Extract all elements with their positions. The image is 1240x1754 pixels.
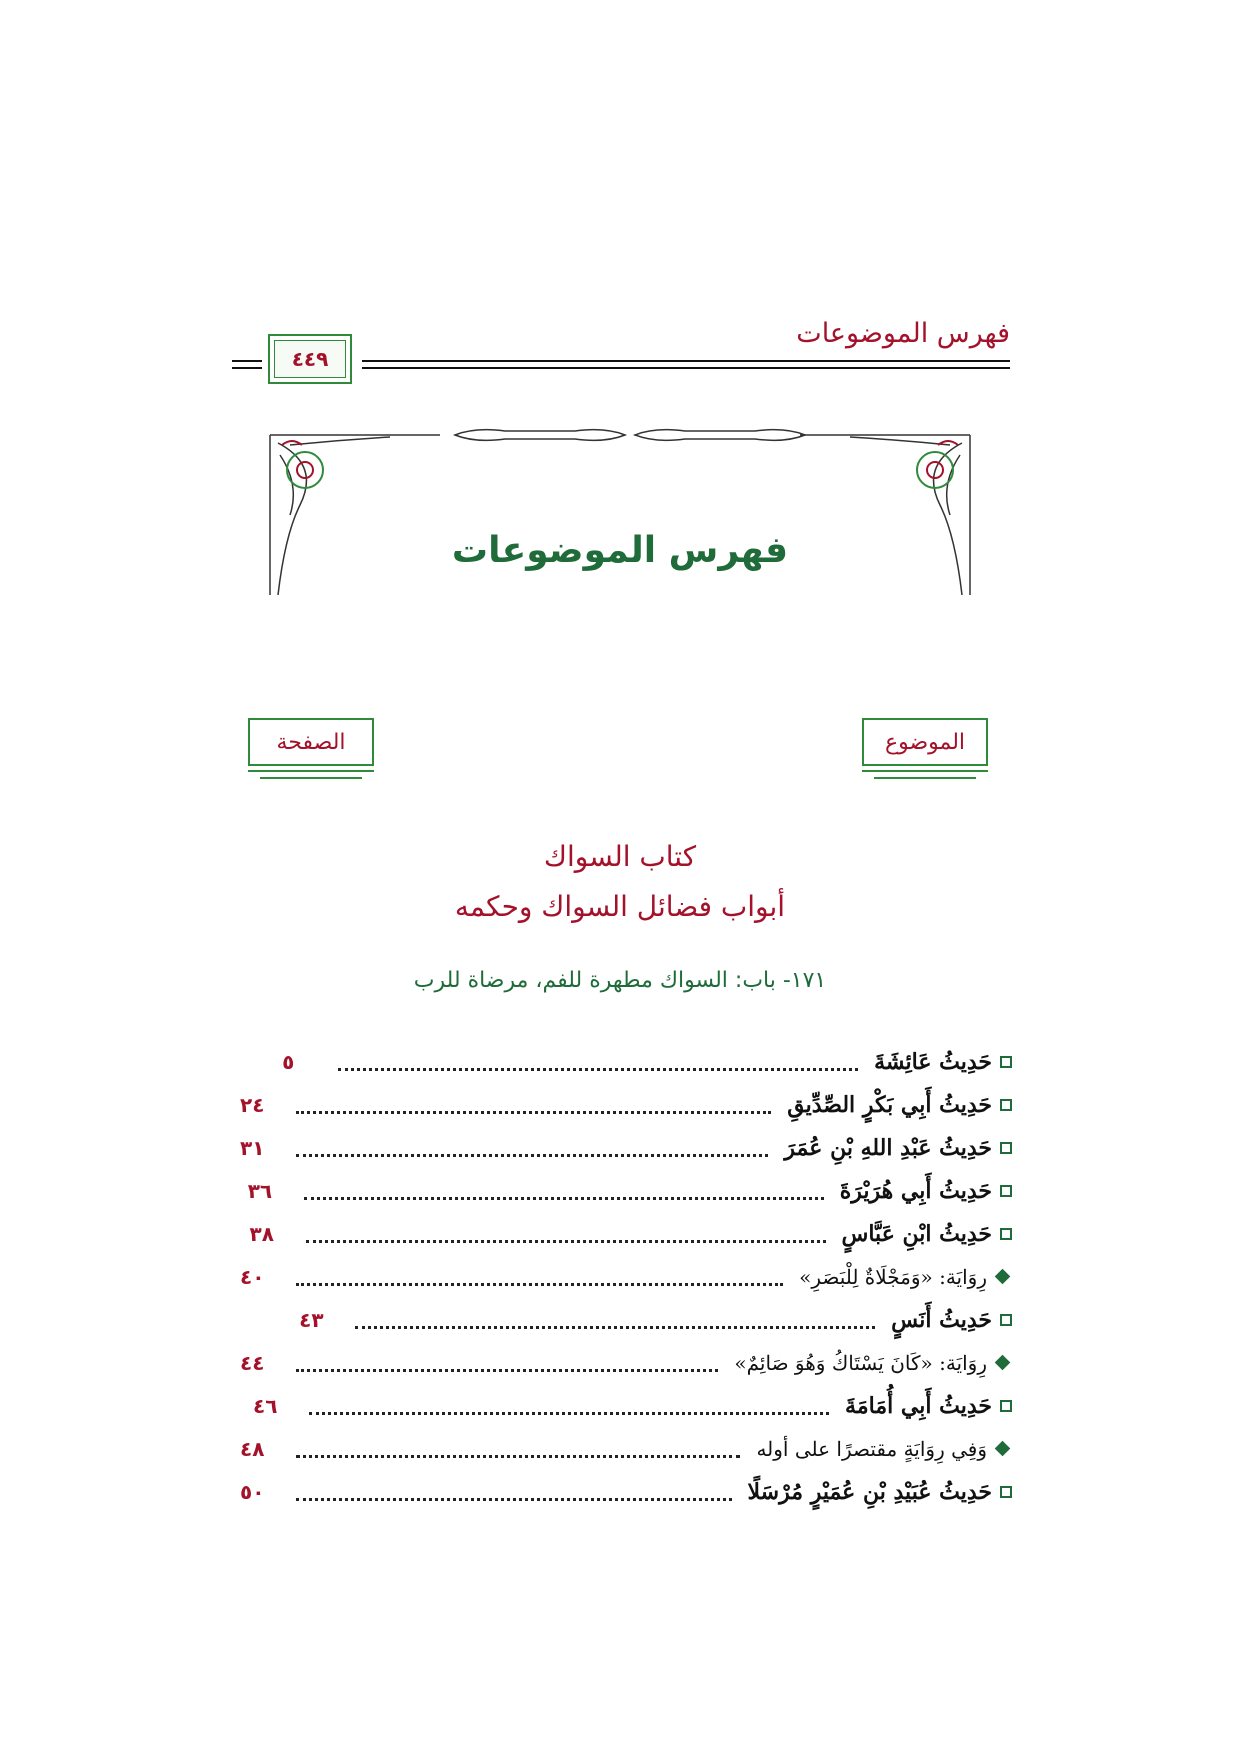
toc-entry-text: حَدِيثُ عُبَيْدِ بْنِ عُمَيْرٍ مُرْسَلًا: [747, 1478, 992, 1505]
toc-entry-text: حَدِيثُ أَبِي هُرَيْرَةَ: [839, 1177, 992, 1204]
header-rule-right-bottom: [362, 367, 1010, 369]
dot-leader: [338, 1068, 858, 1071]
toc-entry[interactable]: [240, 1083, 1012, 1126]
toc-entry-text: حَدِيثُ ابْنِ عَبَّاسٍ: [841, 1220, 992, 1247]
ornament-frame: [0, 425, 1240, 605]
page-number-box: [268, 334, 352, 384]
toc-entry-text: وَفِي رِوَايَةٍ مقتصرًا على أوله: [756, 1436, 987, 1461]
subject-column-label: الموضوع: [862, 718, 988, 766]
toc-entry-page: ٤٨: [240, 1436, 265, 1461]
toc-subentry[interactable]: [240, 1427, 1012, 1470]
corner-ornament-left-icon: [270, 435, 440, 595]
running-header-title: فهرس الموضوعات: [796, 318, 1010, 349]
page-column-label: الصفحة: [248, 718, 374, 766]
toc-entry-page: ٣٨: [249, 1221, 274, 1246]
dot-leader: [296, 1283, 783, 1286]
toc-entry[interactable]: [240, 1384, 1012, 1427]
toc-entry[interactable]: [240, 1126, 1012, 1169]
dot-leader: [306, 1240, 826, 1243]
dot-leader: [296, 1498, 732, 1501]
dot-leader: [304, 1197, 824, 1200]
corner-ornament-right-icon: [800, 435, 970, 595]
toc-entry-page: ٤٦: [253, 1393, 278, 1418]
toc-entry-text: حَدِيثُ عَبْدِ اللهِ بْنِ عُمَرَ: [784, 1134, 992, 1161]
chapter-title: أبواب فضائل السواك وحكمه: [454, 890, 786, 923]
dot-leader: [355, 1326, 875, 1329]
dot-leader: [296, 1369, 718, 1372]
header-rule-left-bottom: [232, 367, 262, 369]
page-column-rules: [248, 770, 374, 784]
toc-entry-page: ٤٤: [240, 1350, 265, 1375]
dot-leader: [296, 1111, 771, 1114]
toc-entry-page: ٤٣: [299, 1307, 324, 1332]
square-icon: [1000, 1099, 1012, 1111]
square-icon: [1000, 1400, 1012, 1412]
section-title: ١٧١- باب: السواك مطهرة للفم، مرضاة للرب: [413, 968, 827, 993]
toc-list: [240, 1040, 1012, 1513]
dot-leader: [309, 1412, 829, 1415]
square-icon: [1000, 1142, 1012, 1154]
toc-entry[interactable]: [240, 1212, 1012, 1255]
diamond-icon: [995, 1441, 1011, 1457]
frame-title: فهرس الموضوعات: [451, 530, 789, 571]
square-icon: [1000, 1185, 1012, 1197]
diamond-icon: [995, 1355, 1011, 1371]
toc-entry-text: حَدِيثُ أَبِي بَكْرٍ الصِّدِّيقِ: [787, 1091, 992, 1118]
toc-entry-page: ٢٤: [240, 1092, 265, 1117]
square-icon: [1000, 1486, 1012, 1498]
toc-entry-page: ٣١: [240, 1135, 265, 1160]
toc-entry[interactable]: [240, 1169, 1012, 1212]
toc-entry-text: حَدِيثُ أَبِي أُمَامَةَ: [845, 1392, 992, 1419]
toc-entry[interactable]: [240, 1298, 1012, 1341]
toc-entry-text: رِوَايَة: «وَمَجْلَاةٌ لِلْبَصَرِ»: [799, 1264, 987, 1289]
toc-entry-text: حَدِيثُ عَائِشَةَ: [874, 1048, 992, 1075]
book-title: كتاب السواك: [543, 840, 697, 873]
toc-entry-page: ٥: [282, 1049, 295, 1074]
toc-entry[interactable]: [240, 1470, 1012, 1513]
toc-entry-page: ٥٠: [240, 1479, 265, 1504]
subject-column-rules: [862, 770, 988, 784]
toc-entry-page: ٤٠: [240, 1264, 265, 1289]
square-icon: [1000, 1314, 1012, 1326]
dot-leader: [296, 1455, 740, 1458]
dot-leader: [296, 1154, 768, 1157]
toc-entry-text: رِوَايَة: «كَانَ يَسْتَاكُ وَهُوَ صَائِمٌ»: [734, 1350, 987, 1375]
toc-subentry[interactable]: [240, 1255, 1012, 1298]
square-icon: [1000, 1056, 1012, 1068]
toc-entry-text: حَدِيثُ أَنَسٍ: [891, 1306, 992, 1333]
toc-subentry[interactable]: [240, 1341, 1012, 1384]
toc-entry-page: ٣٦: [247, 1178, 273, 1203]
diamond-icon: [995, 1269, 1011, 1285]
square-icon: [1000, 1228, 1012, 1240]
page-number: ٤٤٩: [274, 340, 346, 378]
header-rule-left-top: [232, 360, 262, 362]
header-rule-right-top: [362, 360, 1010, 362]
toc-entry[interactable]: [240, 1040, 1012, 1083]
top-cartouche-icon: [455, 430, 805, 441]
